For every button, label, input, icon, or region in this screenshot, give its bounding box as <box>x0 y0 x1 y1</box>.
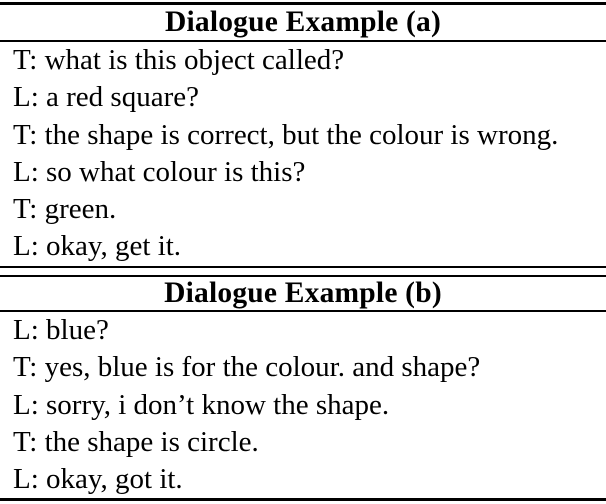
section-title-a <box>0 5 606 40</box>
dialogue-line: T: what is this object called? <box>13 44 345 76</box>
dialogue-line: L: so what colour is this? <box>13 155 306 188</box>
dialogue-line: L: okay, get it. <box>13 230 182 263</box>
section-divider-double-rule <box>0 266 606 278</box>
dialogue-section-b <box>0 312 606 498</box>
table-bottom-rule <box>0 498 606 501</box>
section-title-a-text: Dialogue Example (a) <box>164 6 442 38</box>
dialogue-section-a <box>0 42 606 266</box>
dialogue-line: L: blue? <box>13 314 109 346</box>
section-title-b-text: Dialogue Example (b) <box>164 277 442 309</box>
dialogue-line: L: a red square? <box>13 81 199 114</box>
dialogue-line: L: sorry, i don’t know the shape. <box>13 388 390 421</box>
section-title-b <box>0 277 606 310</box>
dialogue-line: T: yes, blue is for the colour. and shape? <box>13 351 481 384</box>
dialogue-line: L: okay, got it. <box>13 463 183 495</box>
dialogue-line: T: green. <box>13 193 117 225</box>
dialogue-line: T: the shape is circle. <box>13 425 259 458</box>
dialogue-line: T: the shape is correct, but the colour is wrong. <box>13 118 559 151</box>
